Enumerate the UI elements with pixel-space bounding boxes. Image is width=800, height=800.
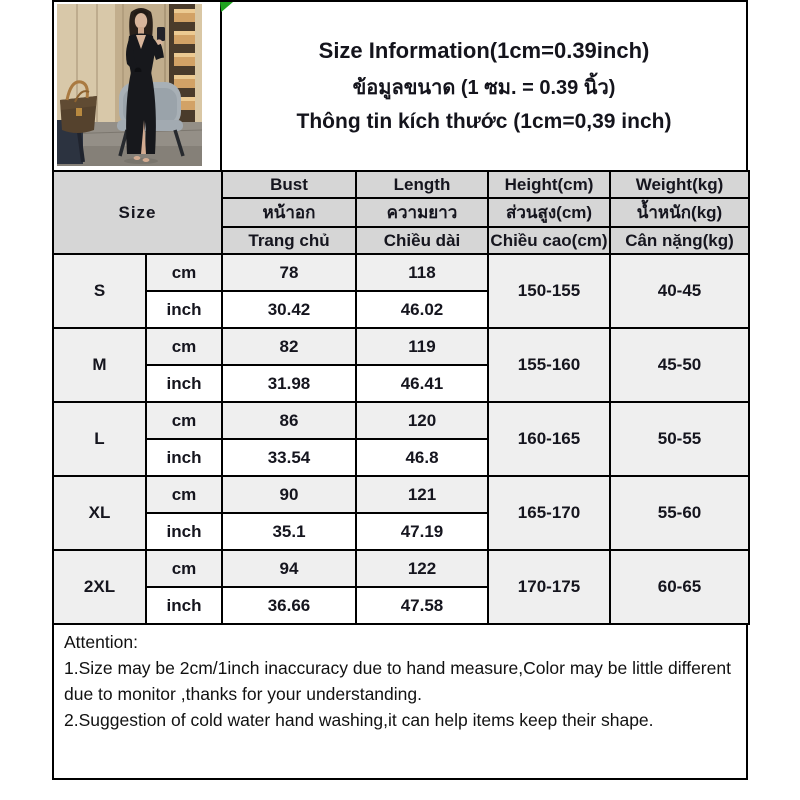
unit-inch: inch [146,587,222,624]
product-photo-cell [54,2,222,170]
table-row [53,328,749,365]
attention-heading: Attention: [64,632,138,652]
m-height-range: 155-160 [488,328,610,402]
col-length-th: ความยาว [356,198,488,227]
s-length-cm: 118 [356,254,488,291]
size-l-label: L [53,402,146,476]
table-row [53,254,749,291]
size-2xl-label: 2XL [53,550,146,624]
2xl-weight-range: 60-65 [610,550,749,624]
2xl-bust-cm: 94 [222,550,356,587]
product-photo [57,4,202,166]
title-thai: ข้อมูลขนาด (1 ซม. = 0.39 นิ้ว) [352,77,616,99]
m-bust-inch: 31.98 [222,365,356,402]
title-vietnamese: Thông tin kích thước (1cm=0,39 inch) [296,110,672,133]
l-height-range: 160-165 [488,402,610,476]
table-row [53,402,749,439]
col-length-en: Length [356,171,488,198]
m-length-cm: 119 [356,328,488,365]
unit-inch: inch [146,291,222,328]
col-bust-th: หน้าอก [222,198,356,227]
col-weight-en: Weight(kg) [610,171,749,198]
s-height-range: 150-155 [488,254,610,328]
2xl-height-range: 170-175 [488,550,610,624]
unit-cm: cm [146,550,222,587]
col-bust-en: Bust [222,171,356,198]
unit-cm: cm [146,254,222,291]
m-length-inch: 46.41 [356,365,488,402]
unit-cm: cm [146,402,222,439]
l-length-inch: 46.8 [356,439,488,476]
l-weight-range: 50-55 [610,402,749,476]
unit-cm: cm [146,328,222,365]
size-s-label: S [53,254,146,328]
s-bust-cm: 78 [222,254,356,291]
attention-note-1: 1.Size may be 2cm/1inch inaccuracy due to hand measure,Color may be little different due to monitor ,thanks for your understanding. [64,658,731,704]
l-length-cm: 120 [356,402,488,439]
attention-note-2: 2.Suggestion of cold water hand washing,it can help items keep their shape. [64,710,654,730]
col-height-en: Height(cm) [488,171,610,198]
top-row [52,0,748,172]
m-bust-cm: 82 [222,328,356,365]
size-header: Size [53,171,222,254]
2xl-length-inch: 47.58 [356,587,488,624]
l-bust-inch: 33.54 [222,439,356,476]
col-bust-vi: Trang chủ [222,227,356,254]
s-weight-range: 40-45 [610,254,749,328]
size-chart-sheet [52,0,748,780]
col-weight-th: น้ำหนัก(kg) [610,198,749,227]
attention-notes [52,623,748,780]
table-row [53,476,749,513]
size-info-title-block [222,2,746,170]
xl-length-cm: 121 [356,476,488,513]
s-bust-inch: 30.42 [222,291,356,328]
col-weight-vi: Cân nặng(kg) [610,227,749,254]
xl-length-inch: 47.19 [356,513,488,550]
col-height-vi: Chiều cao(cm) [488,227,610,254]
s-length-inch: 46.02 [356,291,488,328]
col-length-vi: Chiều dài [356,227,488,254]
title-english: Size Information(1cm=0.39inch) [318,38,650,63]
col-height-th: ส่วนสูง(cm) [488,198,610,227]
m-weight-range: 45-50 [610,328,749,402]
l-bust-cm: 86 [222,402,356,439]
header-row-english [53,171,749,198]
green-corner-flag-icon [220,2,233,12]
xl-bust-inch: 35.1 [222,513,356,550]
unit-inch: inch [146,365,222,402]
unit-inch: inch [146,513,222,550]
unit-inch: inch [146,439,222,476]
xl-weight-range: 55-60 [610,476,749,550]
xl-bust-cm: 90 [222,476,356,513]
2xl-bust-inch: 36.66 [222,587,356,624]
unit-cm: cm [146,476,222,513]
size-xl-label: XL [53,476,146,550]
size-m-label: M [53,328,146,402]
xl-height-range: 165-170 [488,476,610,550]
2xl-length-cm: 122 [356,550,488,587]
size-table [52,170,750,625]
table-row [53,550,749,587]
